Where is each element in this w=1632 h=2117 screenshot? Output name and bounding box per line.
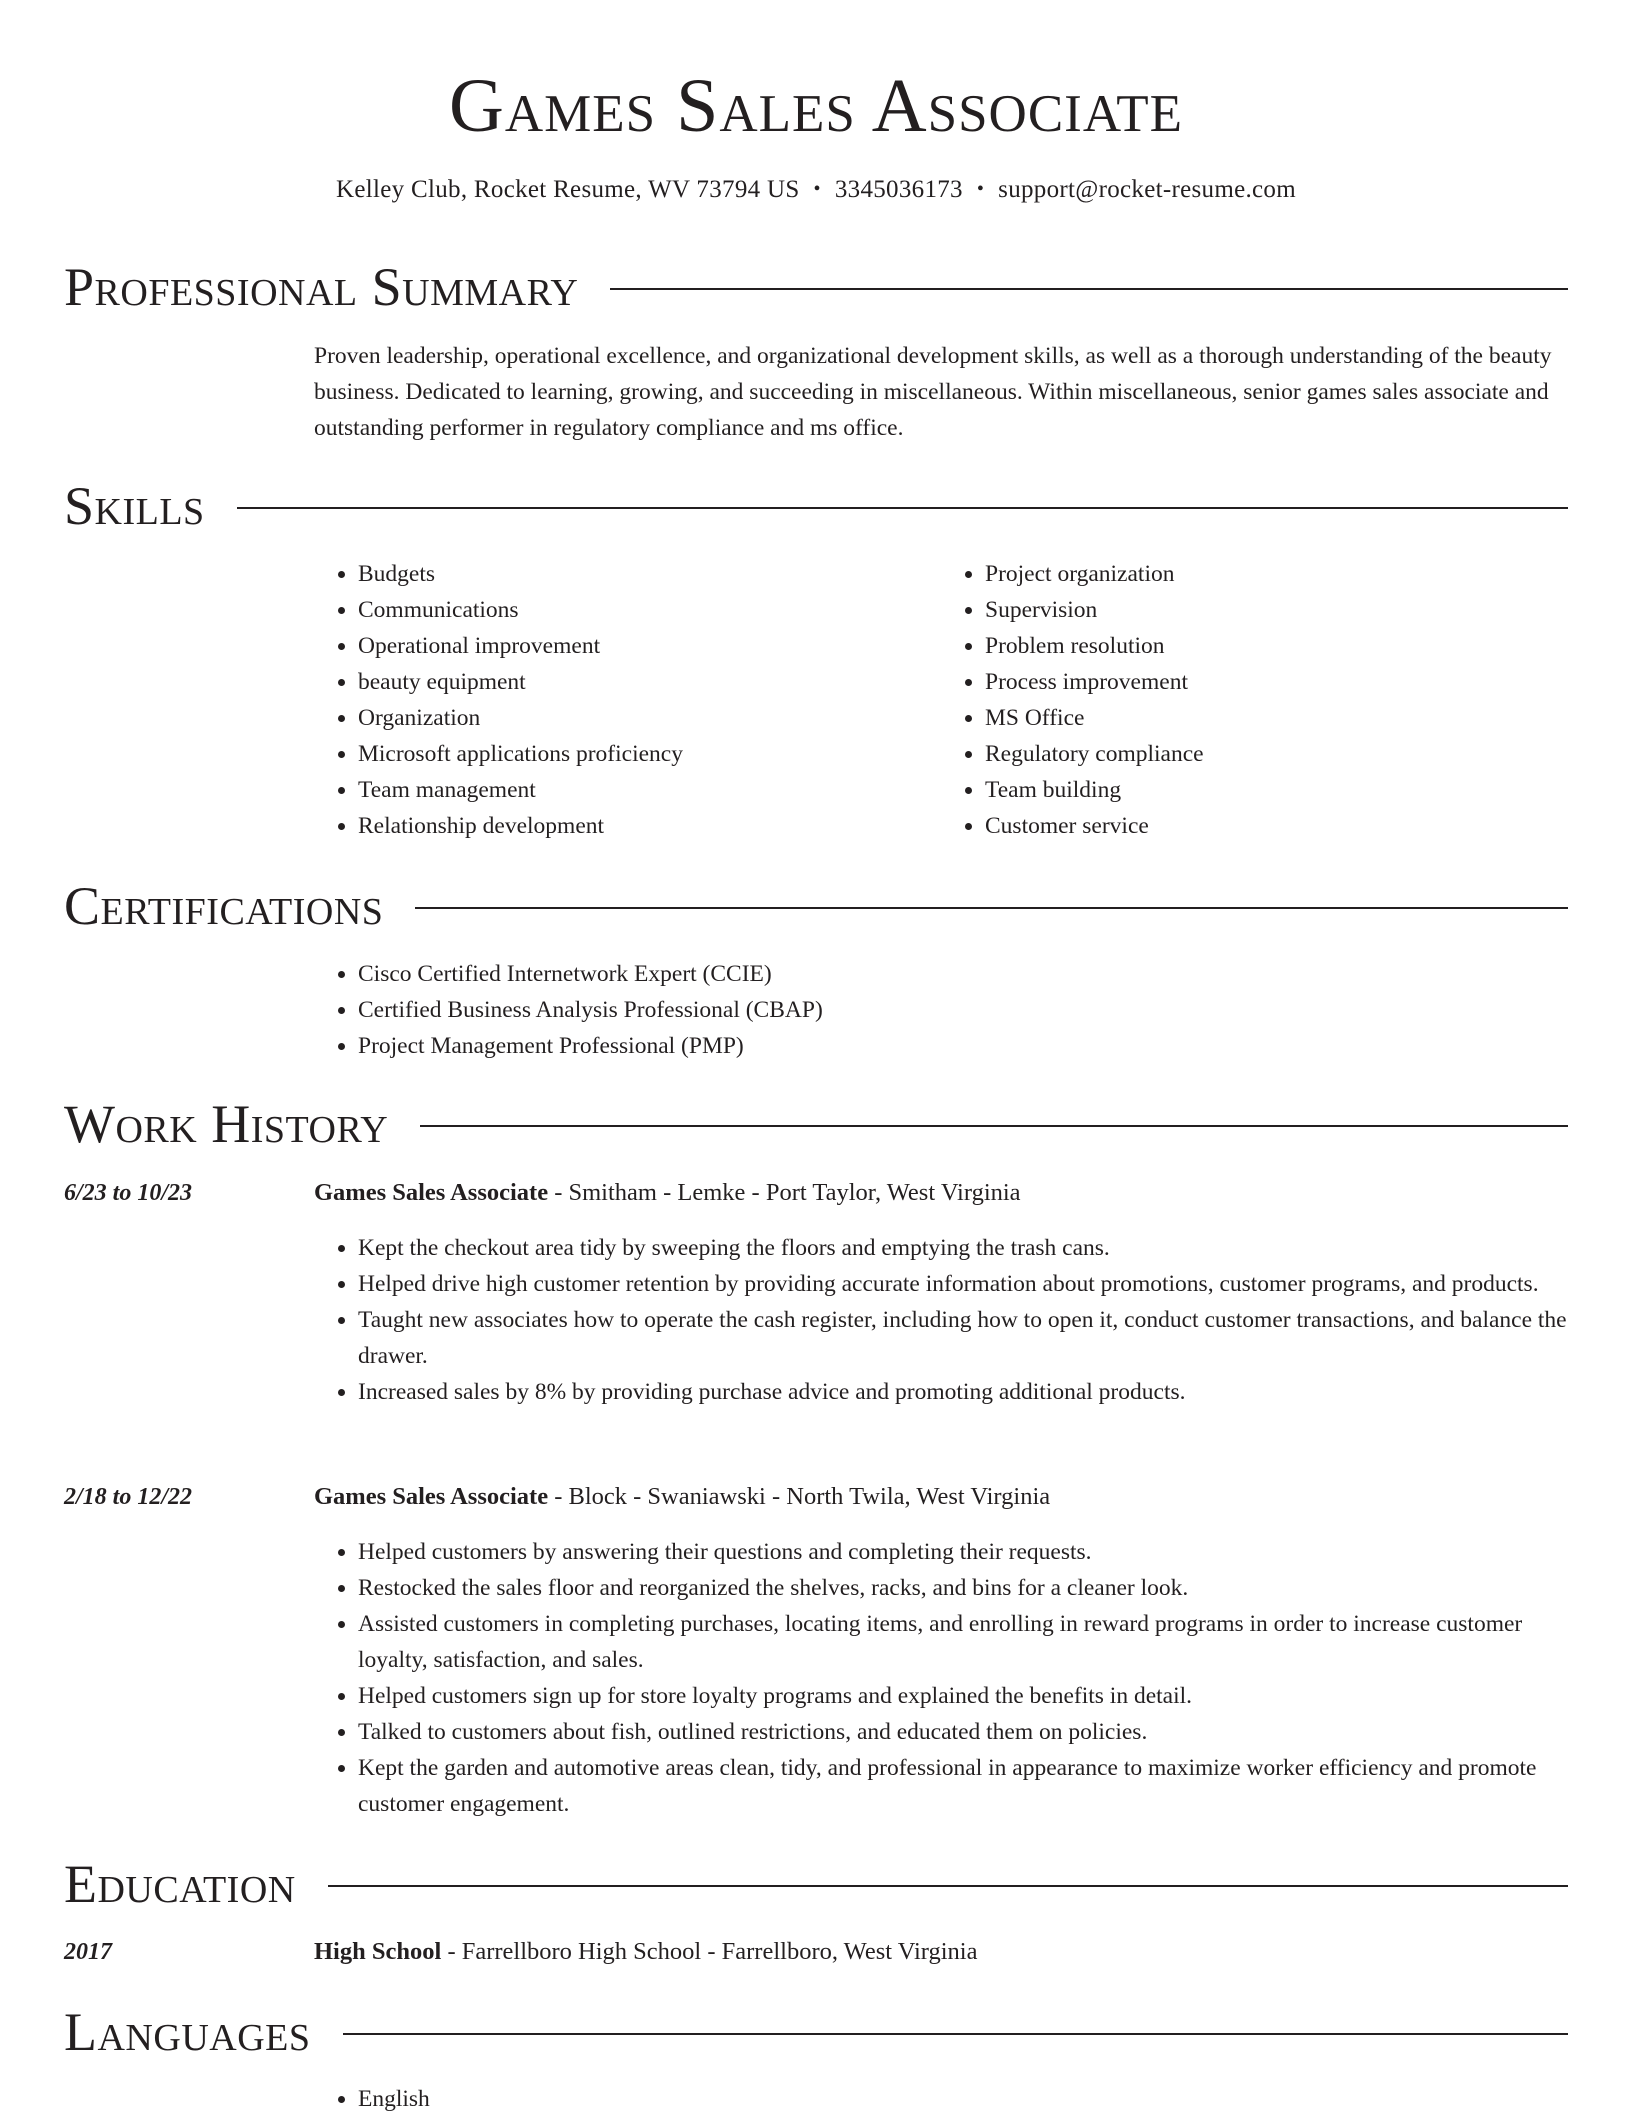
section-divider: [237, 507, 1568, 509]
skill-item: • Budgets: [358, 556, 941, 592]
separator-bullet: •: [976, 178, 985, 200]
skills-column-right: [941, 556, 1568, 844]
language-item: • English: [358, 2081, 1568, 2117]
job-employer: - Block - Swaniawski - North Twila, West Virginia: [548, 1483, 1051, 1510]
section-heading-education: [64, 1852, 1568, 1916]
education-degree: High School: [314, 1938, 442, 1965]
education-year: 2017: [64, 1939, 112, 1965]
skill-item: • Relationship development: [358, 808, 941, 844]
section-divider: [328, 1885, 1568, 1887]
section-divider: [610, 288, 1568, 290]
job-bullet: • Kept the garden and automotive areas clean, tidy, and professional in appearance to maximize worker efficiency and promote customer engagement.: [358, 1750, 1568, 1822]
skill-item: • Process improvement: [985, 664, 1568, 700]
section-title: Work History: [64, 1094, 389, 1154]
section-heading-skills: [64, 474, 1568, 538]
section-divider: [343, 2033, 1569, 2035]
summary-text: Proven leadership, operational excellence, and organizational development skills, as well as a thorough understanding of the beauty business. Dedicated to learning, growing, and succeeding in miscellaneous. Within miscellaneous, senior games sales associate and outstanding performer in regulatory compliance and ms office.: [314, 343, 1552, 441]
certification-item: • Cisco Certified Internetwork Expert (CCIE): [358, 956, 1568, 992]
contact-address: Kelley Club, Rocket Resume, WV 73794 US: [336, 176, 800, 203]
section-title: Certifications: [64, 876, 384, 936]
education-school: - Farrellboro High School - Farrellboro, West Virginia: [441, 1938, 978, 1965]
skill-item: • Team management: [358, 772, 941, 808]
job-bullet: • Helped customers by answering their questions and completing their requests.: [358, 1534, 1568, 1570]
job-bullet: • Helped drive high customer retention by providing accurate information about promotions, customer programs, and products.: [358, 1266, 1568, 1302]
job-bullet: • Taught new associates how to operate the cash register, including how to open it, conduct customer transactions, and balance the drawer.: [358, 1302, 1568, 1374]
job-title: Games Sales Associate: [314, 1179, 549, 1206]
job-bullet: • Increased sales by 8% by providing purchase advice and promoting additional products.: [358, 1374, 1568, 1410]
job-bullet: • Restocked the sales floor and reorganized the shelves, racks, and bins for a cleaner look.: [358, 1570, 1568, 1606]
certifications-list: [314, 956, 1568, 1064]
job-bullets: [314, 1230, 1568, 1410]
skill-item: • beauty equipment: [358, 664, 941, 700]
section-title: Education: [64, 1854, 296, 1914]
job-employer: - Smitham - Lemke - Port Taylor, West Virginia: [548, 1179, 1021, 1206]
skills-column-left: [314, 556, 941, 844]
skill-item: • Operational improvement: [358, 628, 941, 664]
education-line: [314, 1934, 977, 1970]
section-heading-certifications: [64, 874, 1568, 938]
job-title: Games Sales Associate: [314, 1483, 549, 1510]
job-dates: 6/23 to 10/23: [64, 1180, 193, 1206]
skill-item: • Organization: [358, 700, 941, 736]
job-bullet: • Talked to customers about fish, outlined restrictions, and educated them on policies.: [358, 1714, 1568, 1750]
job-title-line: [314, 1479, 1050, 1515]
section-heading-work: [64, 1092, 1568, 1156]
skill-item: • Customer service: [985, 808, 1568, 844]
summary-block: [314, 338, 1568, 446]
resume-name: Games Sales Associate: [449, 64, 1183, 148]
contact-line: [0, 172, 1632, 209]
section-title: Skills: [64, 476, 205, 536]
certification-item: • Project Management Professional (PMP): [358, 1028, 1568, 1064]
section-title: Languages: [64, 2002, 311, 2062]
separator-bullet: •: [813, 178, 821, 200]
job-dates: 2/18 to 12/22: [64, 1484, 193, 1510]
job-bullet: • Kept the checkout area tidy by sweeping the floors and emptying the trash cans.: [358, 1230, 1568, 1266]
skill-item: • Team building: [985, 772, 1568, 808]
job-bullet: • Helped customers sign up for store loyalty programs and explained the benefits in detail.: [358, 1678, 1568, 1714]
contact-phone[interactable]: 3345036173: [834, 176, 963, 203]
section-heading-languages: [64, 2000, 1568, 2064]
section-divider: [415, 907, 1568, 909]
section-heading-summary: [64, 255, 1568, 319]
skill-item: • Communications: [358, 592, 941, 628]
skill-item: • Project organization: [985, 556, 1568, 592]
job-title-line: [314, 1175, 1021, 1211]
skills-list: [314, 556, 1568, 844]
job-bullets: [314, 1534, 1568, 1822]
contact-email[interactable]: support@rocket-resume.com: [998, 176, 1296, 203]
skill-item: • Microsoft applications proficiency: [358, 736, 941, 772]
skill-item: • Problem resolution: [985, 628, 1568, 664]
section-divider: [420, 1125, 1568, 1127]
job-bullet: • Assisted customers in completing purchases, locating items, and enrolling in reward programs in order to increase customer loyalty, satisfaction, and sales.: [358, 1606, 1568, 1678]
skill-item: • Supervision: [985, 592, 1568, 628]
skill-item: • MS Office: [985, 700, 1568, 736]
certification-item: • Certified Business Analysis Professional (CBAP): [358, 992, 1568, 1028]
section-title: Professional Summary: [64, 257, 579, 317]
skill-item: • Regulatory compliance: [985, 736, 1568, 772]
